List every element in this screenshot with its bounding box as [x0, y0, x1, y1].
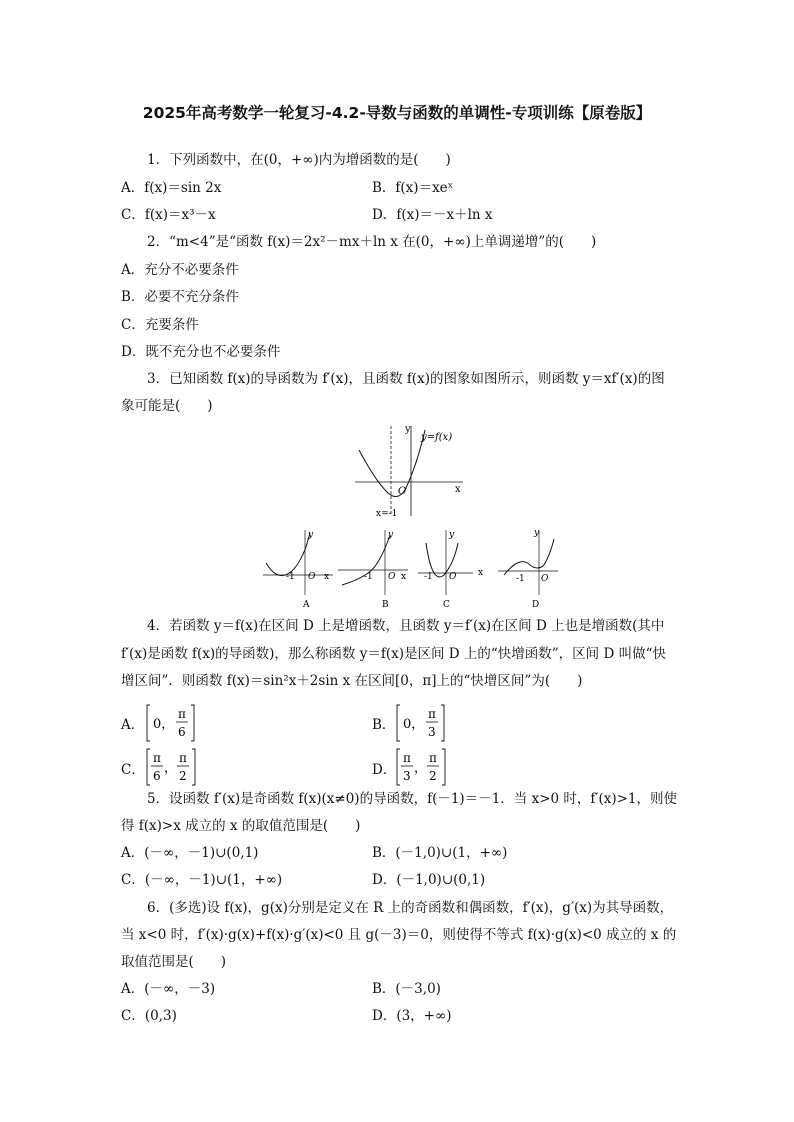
svg-text:2: 2 — [429, 769, 437, 783]
q6-option-d: D．(3，+∞) — [372, 1008, 452, 1024]
svg-text:π: π — [153, 751, 161, 765]
q2-stem: 2．“m<4”是“函数 f(x)＝2x²－mx＋ln x 在(0，+∞)上单调递增”的( ) — [147, 234, 597, 250]
q1-option-a: A．f(x)＝sin 2x — [121, 180, 222, 196]
svg-text:3: 3 — [403, 769, 411, 783]
graph-d-label: D — [532, 600, 540, 610]
q4-option-c-letter: C． — [121, 762, 145, 778]
svg-text:6: 6 — [153, 769, 161, 783]
svg-text:y: y — [534, 528, 540, 538]
q6-stem-line3: 取值范围是( ) — [121, 954, 227, 970]
graph-a-label: A — [303, 600, 310, 610]
q1-option-c: C．f(x)＝x³－x — [121, 207, 216, 223]
q4-option-d-letter: D． — [372, 762, 397, 778]
q3-main-graph — [345, 420, 470, 520]
q4-option-a-interval — [146, 703, 216, 743]
graph-c — [418, 530, 483, 610]
svg-text:0，: 0， — [403, 717, 425, 732]
q2-option-b: B．必要不充分条件 — [121, 289, 239, 305]
q4-option-a-letter: A． — [121, 717, 145, 733]
q5-stem-line2: 得 f(x)>x 成立的 x 的取值范围是( ) — [121, 818, 361, 834]
svg-text:，: ， — [164, 761, 178, 776]
svg-text:O: O — [541, 574, 549, 584]
page-title: 2025年高考数学一轮复习-4.2-导数与函数的单调性-专项训练【原卷版】 — [142, 104, 652, 122]
graph-b — [338, 530, 408, 610]
q4-stem-line2: f′(x)是函数 f(x)的导函数)，那么称函数 y＝f(x)是区间 D 上的“快增函数”，区间 D 叫做“快 — [121, 646, 666, 662]
svg-text:-1: -1 — [516, 574, 525, 584]
svg-text:2: 2 — [179, 769, 187, 783]
q4-stem-line3: 增区间”．则函数 f(x)＝sin²x＋2sin x 在区间[0，π]上的“快增区间”为( ) — [121, 673, 583, 689]
svg-text:x: x — [401, 572, 407, 582]
svg-text:O: O — [388, 572, 396, 582]
svg-text:π: π — [403, 751, 411, 765]
main-y-label: y — [405, 424, 411, 435]
svg-text:x: x — [478, 568, 484, 578]
q2-option-a: A．充分不必要条件 — [121, 262, 239, 278]
graph-a — [263, 530, 333, 610]
q5-option-b: B．(－1,0)∪(1，+∞) — [372, 845, 508, 861]
graph-c-label: C — [443, 600, 450, 610]
main-x-label: x — [455, 484, 461, 495]
q2-option-c: C．充要条件 — [121, 317, 199, 333]
svg-text:3: 3 — [428, 725, 436, 739]
q3-stem-line1: 3．已知函数 f(x)的导函数为 f′(x)，且函数 f(x)的图象如图所示，则函数 y＝xf′(x)的图 — [147, 371, 665, 387]
q4-option-b-interval — [396, 703, 466, 743]
svg-text:π: π — [429, 751, 437, 765]
svg-text:，: ， — [414, 761, 428, 776]
q3-stem-line2: 象可能是( ) — [121, 398, 213, 414]
svg-text:-1: -1 — [424, 572, 433, 582]
q4-option-b-letter: B． — [372, 717, 396, 733]
q6-stem-line1: 6．(多选)设 f(x)，g(x)分别是定义在 R 上的奇函数和偶函数，f′(x)，g′(x)为其导函数， — [147, 900, 674, 916]
svg-text:x: x — [324, 572, 330, 582]
q6-option-c: C．(0,3) — [121, 1008, 177, 1024]
svg-text:π: π — [428, 707, 436, 721]
q4-option-d-interval — [396, 747, 466, 787]
svg-text:π: π — [179, 751, 187, 765]
main-fx-label: y=f(x) — [421, 432, 453, 443]
q5-option-a: A．(－∞，－1)∪(0,1) — [121, 845, 259, 861]
q4-option-c-interval — [146, 747, 216, 787]
q5-option-c: C．(－∞，－1)∪(1，+∞) — [121, 872, 283, 888]
graph-b-label: B — [382, 600, 389, 610]
main-xm1-label: x=-1 — [376, 509, 398, 519]
svg-text:-1: -1 — [286, 572, 295, 582]
svg-text:O: O — [449, 572, 457, 582]
q4-stem-line1: 4．若函数 y＝f(x)在区间 D 上是增函数，且函数 y＝f′(x)在区间 D 上也是增函数(其中 — [147, 618, 665, 634]
q6-option-a: A．(－∞，－3) — [121, 981, 216, 997]
q1-option-b: B．f(x)＝xeˣ — [372, 180, 454, 196]
graph-d — [498, 528, 558, 610]
svg-text:0，: 0， — [153, 717, 175, 732]
svg-text:y: y — [388, 530, 394, 540]
q5-option-d: D．(－1,0)∪(0,1) — [372, 872, 486, 888]
svg-text:-1: -1 — [364, 572, 373, 582]
q3-option-graphs — [258, 525, 558, 610]
q1-option-d: D．f(x)＝－x＋ln x — [372, 207, 493, 223]
main-origin-label: O — [398, 486, 407, 497]
svg-text:6: 6 — [178, 725, 186, 739]
q6-stem-line2: 当 x<0 时，f′(x)·g(x)+f(x)·g′(x)<0 且 g(－3)＝0，则使得不等式 f(x)·g(x)<0 成立的 x 的 — [121, 927, 677, 943]
svg-text:y: y — [308, 530, 314, 540]
svg-text:O: O — [308, 572, 316, 582]
q5-stem-line1: 5．设函数 f′(x)是奇函数 f(x)(x≠0)的导函数，f(－1)＝－1．当 x>0 时，f′(x)>1，则使 — [147, 791, 677, 807]
q6-option-b: B．(－3,0) — [372, 981, 441, 997]
q2-option-d: D．既不充分也不必要条件 — [121, 344, 281, 360]
svg-text:y: y — [449, 530, 455, 540]
svg-text:π: π — [178, 707, 186, 721]
q1-stem: 1．下列函数中，在(0，+∞)内为增函数的是( ) — [147, 152, 451, 168]
